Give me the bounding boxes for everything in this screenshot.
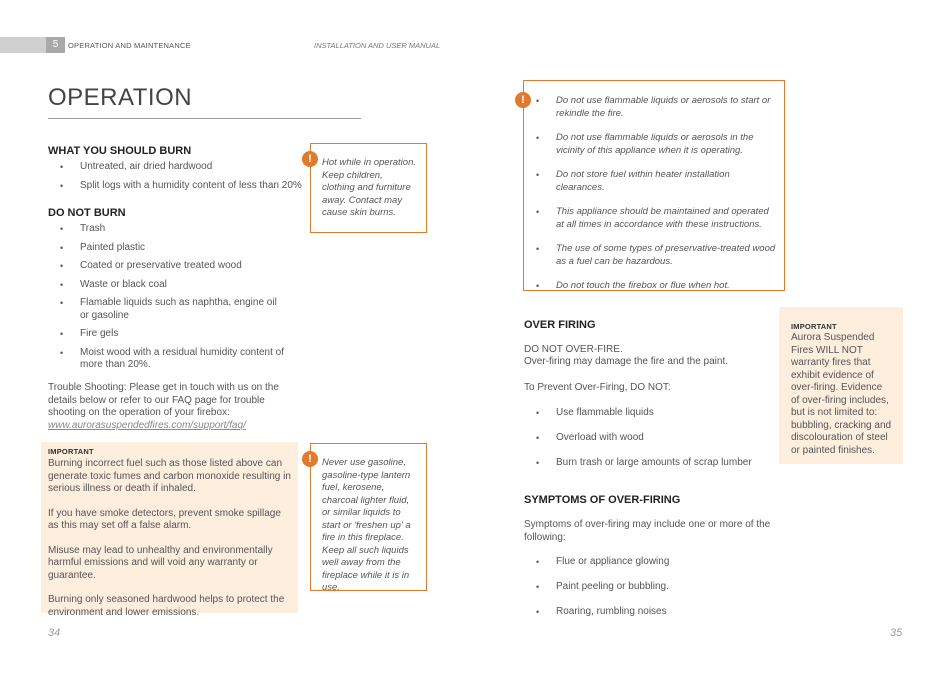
important-box-warranty [779, 307, 903, 464]
important-label: IMPORTANT [791, 322, 837, 331]
list-item: • Roaring, rumbling noises [524, 606, 774, 619]
list-item: • The use of some types of preservative-treated wood as a fuel can be hazardous. [526, 243, 776, 268]
important-box [41, 442, 298, 618]
list-item: • Coated or preservative treated wood [48, 260, 304, 273]
list-item: • Waste or black coal [48, 279, 304, 292]
list-item: • Moist wood with a residual humidity content of more than 20%. [48, 347, 304, 372]
warning-box-safety [523, 80, 785, 291]
list-item: • This appliance should be maintained and operated at all times in accordance with these instructions. [526, 206, 776, 231]
warning-box-hot [310, 143, 427, 233]
troubleshoot-text: Trouble Shooting: Please get in touch with us on the details below or refer to our FAQ page for trouble shooting on the operation of your firebox: [48, 382, 279, 418]
list-item: • Fire gels [48, 328, 304, 341]
chapter-number: 5 [46, 37, 65, 53]
safety-list [526, 95, 776, 293]
important-paragraph: If you have smoke detectors, prevent smoke spillage as this may set off a false alarm. [48, 507, 281, 531]
list-item: • Do not use flammable liquids or aerosols to start or rekindle the fire. [526, 95, 776, 120]
page-number-left: 34 [48, 627, 61, 639]
symptoms-intro: Symptoms of over-firing may include one or more of the following: [524, 519, 771, 543]
list-item: • Burn trash or large amounts of scrap lumber [524, 457, 774, 470]
page-title: OPERATION [48, 84, 193, 111]
over-firing-line: Over-firing may damage the fire and the paint. [524, 356, 728, 367]
list-item: • Untreated, air dried hardwood [48, 161, 304, 174]
list-item: • Paint peeling or bubbling. [524, 581, 774, 594]
list-item: • Flamable liquids such as naphtha, engine oil or gasoline [48, 297, 304, 322]
important-text: Aurora Suspended Fires WILL NOT warranty fires that exhibit evidence of over-firing. Evidence of over-firing includes, but is not limited to: bubbling, cracking and discolouration of steel or painted finishes. [791, 332, 892, 456]
important-paragraph: Misuse may lead to unhealthy and environmentally harmful emissions and will void any warranty or guarantee. [48, 544, 273, 581]
list-item: • Flue or appliance glowing [524, 556, 774, 569]
warning-icon: ! [302, 151, 318, 167]
prevent-text: To Prevent Over-Firing, DO NOT: [524, 382, 671, 393]
list-item: • Do not touch the firebox or flue when hot. [526, 280, 776, 293]
list-item: • Do not use flammable liquids or aerosols in the vicinity of this appliance when it is operating. [526, 132, 776, 157]
over-firing-line: DO NOT OVER-FIRE. [524, 344, 623, 355]
important-paragraph: Burning only seasoned hardwood helps to protect the environment and lower emissions. [48, 594, 285, 618]
list-item: • Painted plastic [48, 242, 304, 255]
list-item: • Use flammable liquids [524, 407, 774, 420]
burn-list [48, 161, 304, 192]
list-item: • Overload with wood [524, 432, 774, 445]
important-label: IMPORTANT [48, 447, 94, 456]
faq-link[interactable]: www.aurorasuspendedfires.com/support/faq/ [48, 420, 246, 431]
warning-icon: ! [515, 92, 531, 108]
page-number-right: 35 [890, 627, 903, 639]
burn-heading: WHAT YOU SHOULD BURN [48, 145, 192, 157]
section-title: OPERATION AND MAINTENANCE [68, 41, 191, 50]
prevent-list [524, 407, 774, 470]
list-item: • Trash [48, 223, 304, 236]
header-tab [0, 37, 46, 53]
warning-icon: ! [302, 451, 318, 467]
list-item: • Split logs with a humidity content of less than 20% [48, 180, 304, 193]
list-item: • Do not store fuel within heater installation clearances. [526, 169, 776, 194]
noburn-list [48, 223, 304, 372]
title-divider [48, 118, 361, 119]
noburn-heading: DO NOT BURN [48, 207, 126, 219]
warning-text: Hot while in operation. Keep children, clothing and furniture away. Contact may cause skin burns. [322, 157, 416, 218]
warning-box-gasoline [310, 443, 427, 591]
over-firing-heading: OVER FIRING [524, 319, 596, 331]
manual-title: INSTALLATION AND USER MANUAL [314, 41, 441, 50]
symptoms-list [524, 556, 774, 619]
warning-text: Never use gasoline, gasoline-type lantern fuel, kerosene, charcoal lighter fluid, or similar liquids to start or 'freshen up' a fire in this fireplace. Keep all such liquids well away from the fireplace while it is in use. [322, 457, 411, 593]
important-paragraph: Burning incorrect fuel such as those listed above can generate toxic fumes and carbon monoxide resulting in serious illness or death if inhaled. [48, 458, 291, 494]
symptoms-heading: SYMPTOMS OF OVER-FIRING [524, 494, 681, 506]
